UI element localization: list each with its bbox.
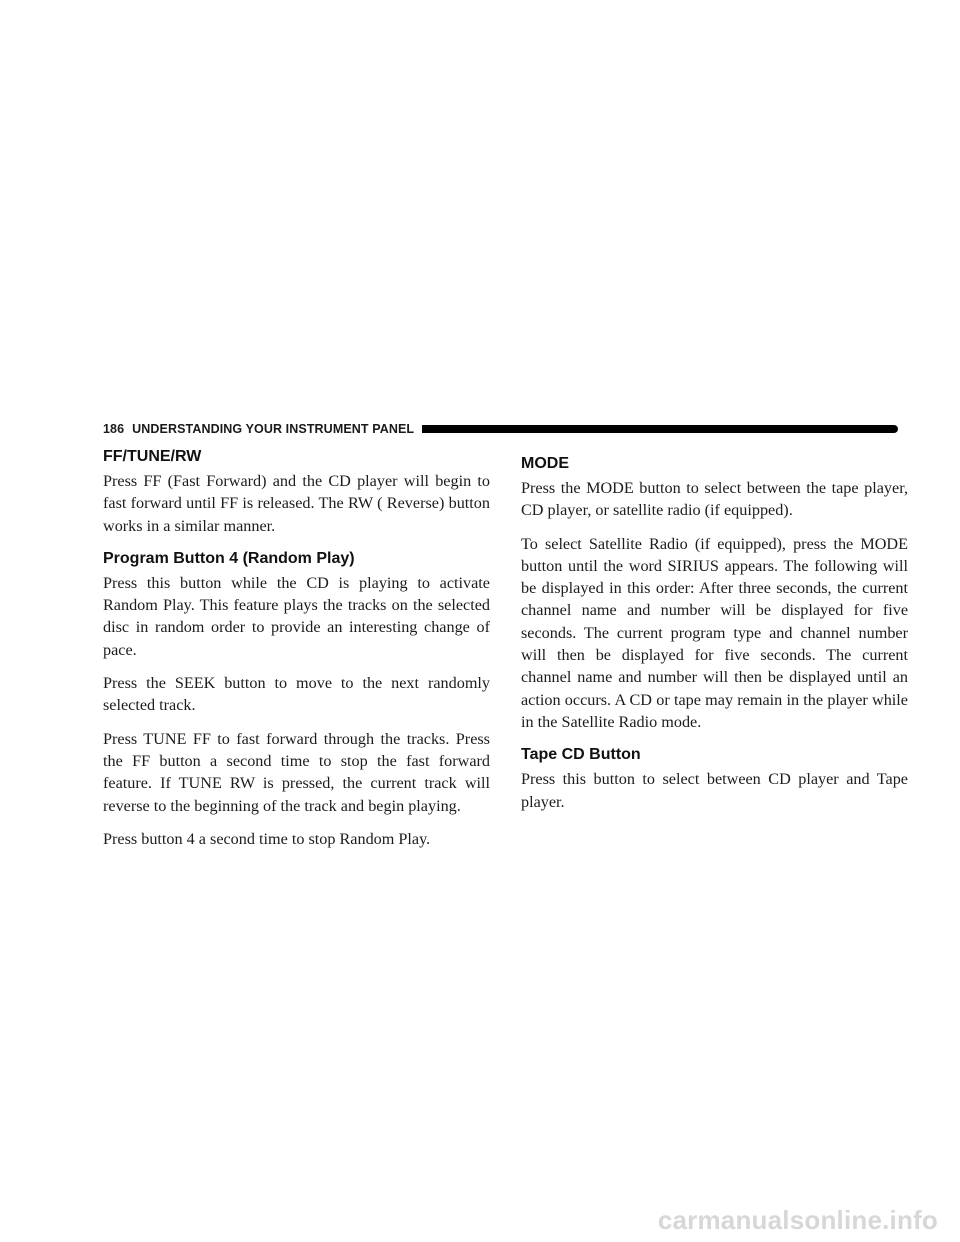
mode-paragraph-1: Press the MODE button to select between the tape player, CD player, or satellite radio (if equipped). <box>521 479 908 520</box>
mode-paragraph-2: To select Satellite Radio (if equipped), press the MODE button until the word SIRIUS appears. The following will be displayed in this order: After three seconds, the current channel name and number will be displayed for five seconds. The current program type and channel number will then be displayed for five seconds. The current channel name and number will then be displayed until an action occurs. A CD or tape may remain in the player while in the Satellite Radio mode. <box>521 534 908 731</box>
page-number: 186 <box>103 422 125 436</box>
random-play-paragraph-1: Press this button while the CD is playing to activate Random Play. This feature plays the tracks on the selected disc in random order to provide an interesting change of pace. <box>103 573 490 659</box>
watermark: carmanualsonline.info <box>657 1205 938 1235</box>
tape-cd-button-heading: Tape CD Button <box>521 746 641 764</box>
ff-tune-rw-heading: FF/TUNE/RW <box>103 448 202 465</box>
ff-tune-rw-paragraph: Press FF (Fast Forward) and the CD player will begin to fast forward until FF is released. The RW ( Reverse) button works in a similar manner. <box>103 472 490 535</box>
tape-cd-button-paragraph: Press this button to select between CD player and Tape player. <box>521 770 908 811</box>
random-play-paragraph-2: Press the SEEK button to move to the next randomly selected track. <box>103 674 490 715</box>
random-play-heading: Program Button 4 (Random Play) <box>103 549 355 567</box>
mode-heading: MODE <box>521 455 569 472</box>
random-play-paragraph-4: Press button 4 a second time to stop Random Play. <box>103 829 431 848</box>
section-title: UNDERSTANDING YOUR INSTRUMENT PANEL <box>132 422 415 436</box>
left-column <box>103 446 490 861</box>
page-header <box>103 421 898 437</box>
right-column <box>521 446 908 824</box>
header-rule <box>422 425 898 433</box>
random-play-paragraph-3: Press TUNE FF to fast forward through the tracks. Press the FF button a second time to stop the fast forward feature. If TUNE RW is pressed, the current track will reverse to the beginning of the track and begin playing. <box>103 729 490 815</box>
